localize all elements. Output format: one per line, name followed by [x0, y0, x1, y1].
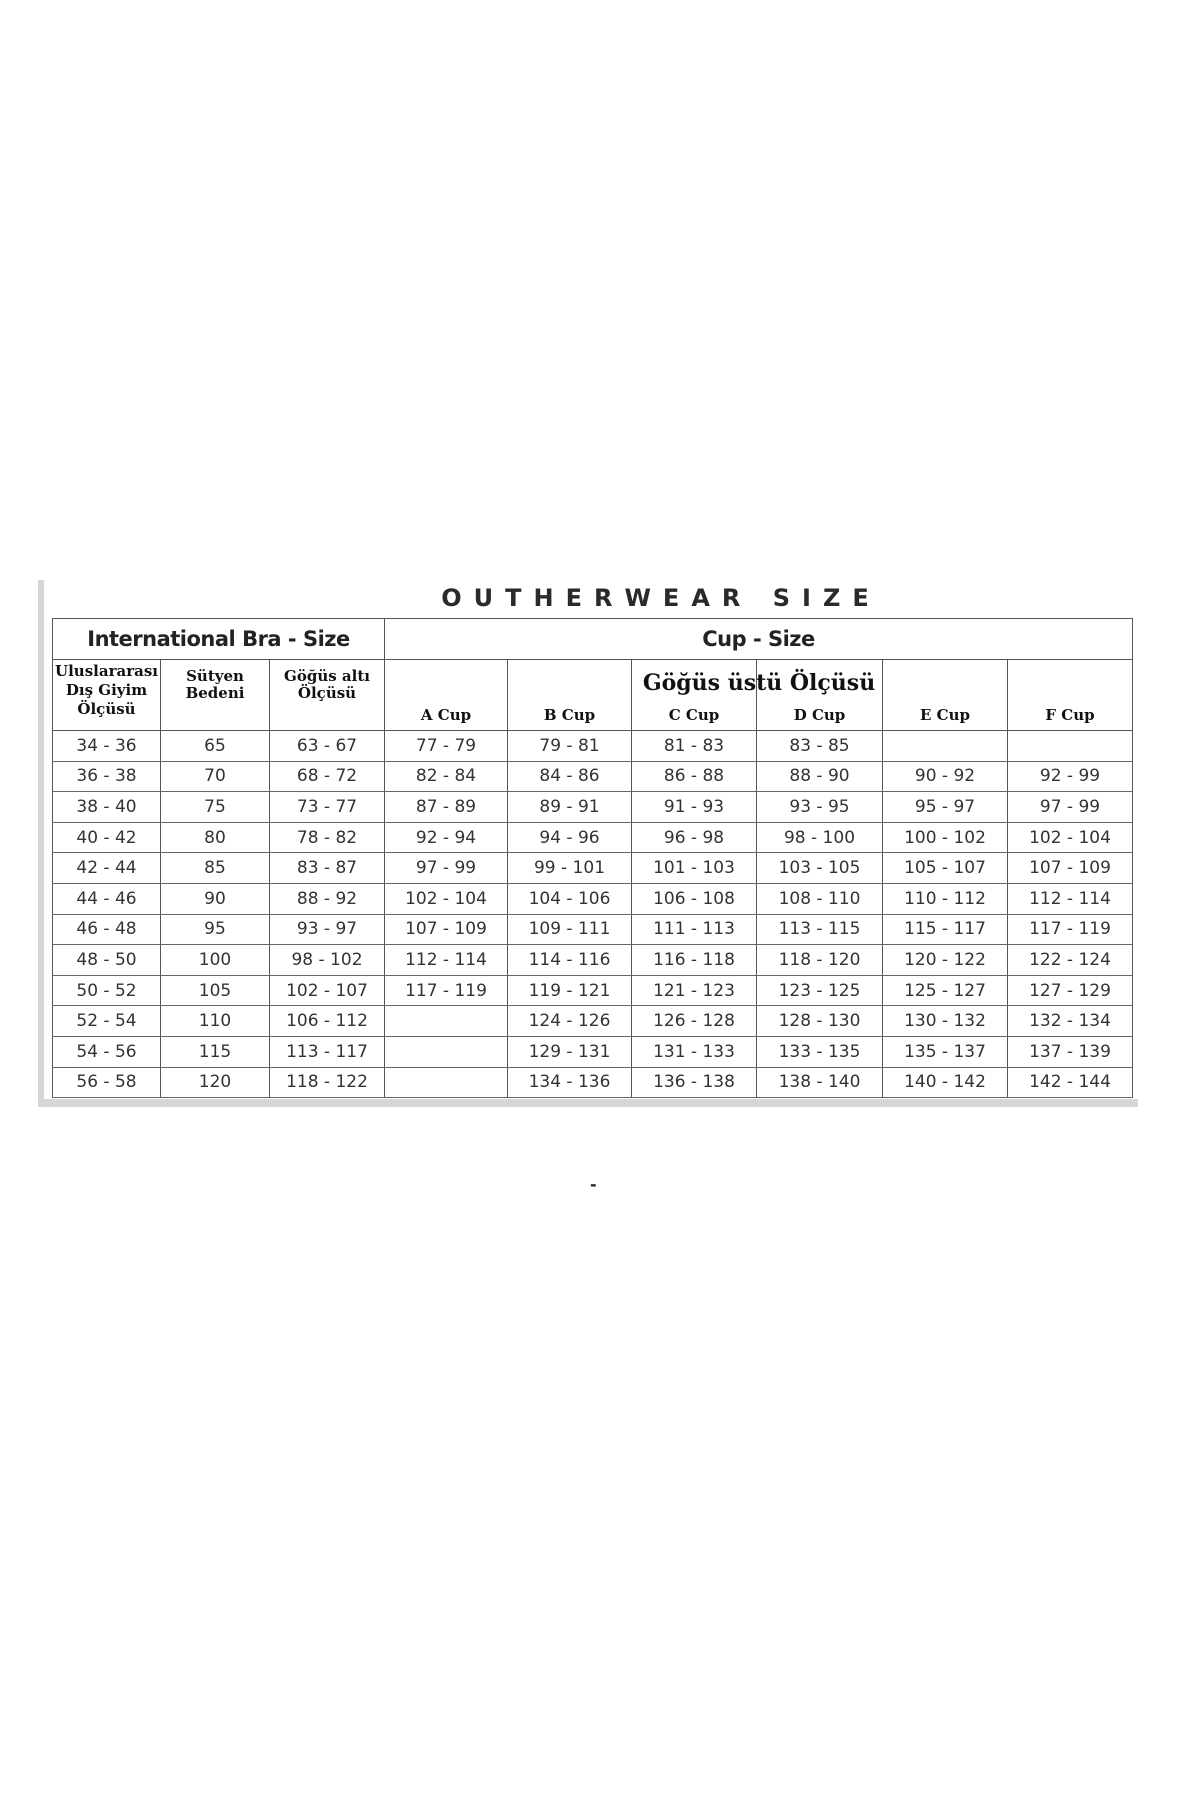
table-cell: 80 [161, 822, 270, 853]
table-cell: 110 [161, 1006, 270, 1037]
table-cell: 107 - 109 [1008, 853, 1133, 884]
table-cell: 78 - 82 [270, 822, 385, 853]
table-row [53, 883, 1133, 914]
table-cell: 105 - 107 [883, 853, 1008, 884]
table-cell: 84 - 86 [508, 761, 632, 792]
table-cell: 42 - 44 [53, 853, 161, 884]
table-cell [1008, 731, 1133, 762]
table-cell: 87 - 89 [385, 792, 508, 823]
table-cell: 113 - 117 [270, 1036, 385, 1067]
table-cell: 93 - 95 [757, 792, 883, 823]
table-cell: 93 - 97 [270, 914, 385, 945]
table-row [53, 853, 1133, 884]
table-cell: 73 - 77 [270, 792, 385, 823]
table-cell: 132 - 134 [1008, 1006, 1133, 1037]
table-row [53, 914, 1133, 945]
table-cell: 111 - 113 [632, 914, 757, 945]
table-cell: 95 [161, 914, 270, 945]
table-cell: 86 - 88 [632, 761, 757, 792]
table-cell: 113 - 115 [757, 914, 883, 945]
table-body [53, 731, 1133, 1098]
table-cell: 40 - 42 [53, 822, 161, 853]
table-row [53, 1067, 1133, 1098]
table-cell: 75 [161, 792, 270, 823]
cup-size-header: Cup - Size [385, 619, 1133, 660]
table-cell: 104 - 106 [508, 883, 632, 914]
table-cell: 95 - 97 [883, 792, 1008, 823]
table-cell: 128 - 130 [757, 1006, 883, 1037]
table-cell: 116 - 118 [632, 945, 757, 976]
table-cell: 129 - 131 [508, 1036, 632, 1067]
table-cell: 90 - 92 [883, 761, 1008, 792]
table-cell: 100 [161, 945, 270, 976]
table-cell [883, 731, 1008, 762]
cup-measure-title: Göğüs üstü Ölçüsü [642, 670, 876, 696]
table-cell: 115 [161, 1036, 270, 1067]
table-cell: 142 - 144 [1008, 1067, 1133, 1098]
table-cell: 130 - 132 [883, 1006, 1008, 1037]
table-cell: 133 - 135 [757, 1036, 883, 1067]
table-cell: 97 - 99 [1008, 792, 1133, 823]
table-cell: 120 - 122 [883, 945, 1008, 976]
table-cell: 125 - 127 [883, 975, 1008, 1006]
table-row [53, 1006, 1133, 1037]
table-cell [385, 1006, 508, 1037]
table-cell: 70 [161, 761, 270, 792]
table-cell: 96 - 98 [632, 822, 757, 853]
table-cell: 120 [161, 1067, 270, 1098]
table-cell: 38 - 40 [53, 792, 161, 823]
table-cell: 106 - 112 [270, 1006, 385, 1037]
table-cell: 46 - 48 [53, 914, 161, 945]
table-row [53, 822, 1133, 853]
table-cell: 101 - 103 [632, 853, 757, 884]
table-cell: 98 - 102 [270, 945, 385, 976]
table-cell: 121 - 123 [632, 975, 757, 1006]
table-cell: 117 - 119 [385, 975, 508, 1006]
table-cell: 92 - 99 [1008, 761, 1133, 792]
table-cell: 52 - 54 [53, 1006, 161, 1037]
c-cup-header: C Cup [632, 660, 757, 731]
table-cell: 135 - 137 [883, 1036, 1008, 1067]
table-cell: 83 - 85 [757, 731, 883, 762]
table-cell: 83 - 87 [270, 853, 385, 884]
table-cell: 107 - 109 [385, 914, 508, 945]
bra-size-header: Sütyen Bedeni [161, 660, 270, 731]
b-cup-header: B Cup [508, 660, 632, 731]
table-cell: 118 - 120 [757, 945, 883, 976]
table-cell: 91 - 93 [632, 792, 757, 823]
table-row [53, 945, 1133, 976]
f-cup-header: F Cup [1008, 660, 1133, 731]
table-cell: 99 - 101 [508, 853, 632, 884]
table-cell: 119 - 121 [508, 975, 632, 1006]
table-row [53, 761, 1133, 792]
table-cell: 110 - 112 [883, 883, 1008, 914]
table-row [53, 731, 1133, 762]
table-cell: 138 - 140 [757, 1067, 883, 1098]
size-table [52, 618, 1133, 1098]
table-cell: 140 - 142 [883, 1067, 1008, 1098]
table-cell: 136 - 138 [632, 1067, 757, 1098]
table-cell: 103 - 105 [757, 853, 883, 884]
table-cell: 117 - 119 [1008, 914, 1133, 945]
table-cell [385, 1067, 508, 1098]
e-cup-header: E Cup [883, 660, 1008, 731]
table-cell: 92 - 94 [385, 822, 508, 853]
table-cell: 85 [161, 853, 270, 884]
table-cell: 34 - 36 [53, 731, 161, 762]
table-cell: 50 - 52 [53, 975, 161, 1006]
table-cell: 54 - 56 [53, 1036, 161, 1067]
table-cell: 90 [161, 883, 270, 914]
table-cell: 102 - 107 [270, 975, 385, 1006]
table-cell: 88 - 90 [757, 761, 883, 792]
table-cell: 127 - 129 [1008, 975, 1133, 1006]
table-cell: 137 - 139 [1008, 1036, 1133, 1067]
table-cell: 94 - 96 [508, 822, 632, 853]
size-chart [38, 580, 1138, 1107]
table-cell: 48 - 50 [53, 945, 161, 976]
a-cup-header: A Cup [385, 660, 508, 731]
table-cell: 44 - 46 [53, 883, 161, 914]
table-cell: 102 - 104 [385, 883, 508, 914]
international-bra-size-header: International Bra - Size [53, 619, 385, 660]
table-cell: 97 - 99 [385, 853, 508, 884]
table-cell: 123 - 125 [757, 975, 883, 1006]
table-cell: 115 - 117 [883, 914, 1008, 945]
footer-mark: - [590, 1175, 597, 1194]
table-cell: 88 - 92 [270, 883, 385, 914]
table-row [53, 1036, 1133, 1067]
table-cell: 63 - 67 [270, 731, 385, 762]
table-row [53, 975, 1133, 1006]
table-cell: 65 [161, 731, 270, 762]
table-cell: 56 - 58 [53, 1067, 161, 1098]
table-cell: 98 - 100 [757, 822, 883, 853]
table-cell: 114 - 116 [508, 945, 632, 976]
table-cell: 122 - 124 [1008, 945, 1133, 976]
table-cell: 112 - 114 [385, 945, 508, 976]
table-cell [385, 1036, 508, 1067]
table-cell: 106 - 108 [632, 883, 757, 914]
table-cell: 81 - 83 [632, 731, 757, 762]
table-cell: 126 - 128 [632, 1006, 757, 1037]
table-cell: 118 - 122 [270, 1067, 385, 1098]
table-cell: 77 - 79 [385, 731, 508, 762]
outerwear-size-header: Uluslararası Dış Giyim Ölçüsü [53, 660, 161, 731]
table-cell: 131 - 133 [632, 1036, 757, 1067]
table-cell: 112 - 114 [1008, 883, 1133, 914]
underbust-header: Göğüs altı Ölçüsü [270, 660, 385, 731]
table-cell: 124 - 126 [508, 1006, 632, 1037]
table-cell: 68 - 72 [270, 761, 385, 792]
table-cell: 100 - 102 [883, 822, 1008, 853]
table-cell: 105 [161, 975, 270, 1006]
d-cup-header: D Cup [757, 660, 883, 731]
table-cell: 89 - 91 [508, 792, 632, 823]
table-cell: 82 - 84 [385, 761, 508, 792]
table-cell: 79 - 81 [508, 731, 632, 762]
table-cell: 134 - 136 [508, 1067, 632, 1098]
table-cell: 36 - 38 [53, 761, 161, 792]
table-cell: 102 - 104 [1008, 822, 1133, 853]
table-cell: 109 - 111 [508, 914, 632, 945]
table-cell: 108 - 110 [757, 883, 883, 914]
chart-title: OUTHERWEAR SIZE [441, 584, 881, 612]
table-row [53, 792, 1133, 823]
